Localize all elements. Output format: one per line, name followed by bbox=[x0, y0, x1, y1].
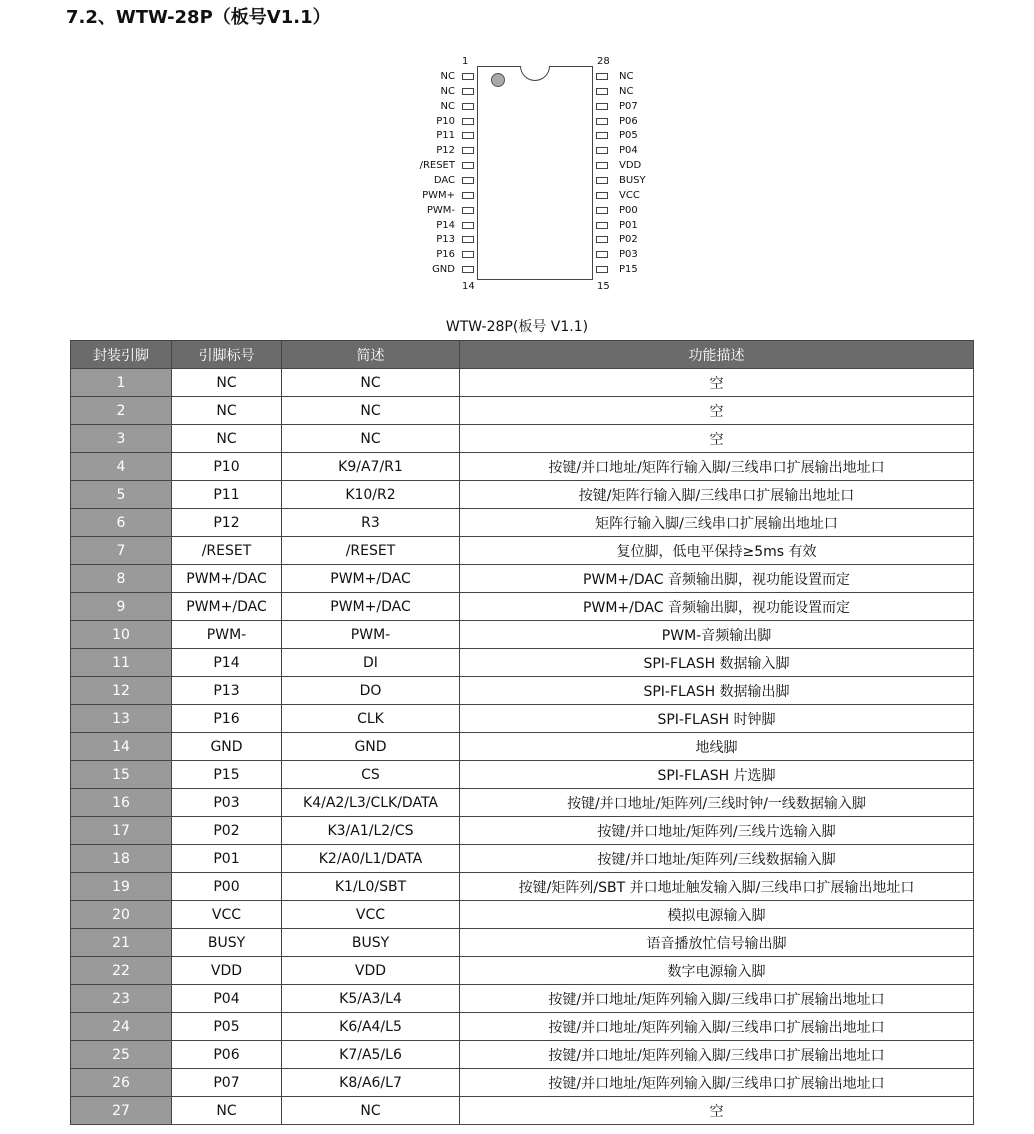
left-pin-label: /RESET bbox=[419, 160, 455, 172]
cell-pin-label: P11 bbox=[172, 481, 282, 509]
cell-brief: CLK bbox=[282, 705, 460, 733]
cell-function: 按键/并口地址/矩阵列输入脚/三线串口扩展输出地址口 bbox=[460, 985, 974, 1013]
table-row bbox=[71, 481, 974, 509]
right-pin-stub bbox=[596, 118, 608, 125]
cell-brief: VCC bbox=[282, 901, 460, 929]
right-pin-stub bbox=[596, 251, 608, 258]
cell-package-pin: 24 bbox=[71, 1013, 172, 1041]
header-brief: 简述 bbox=[282, 341, 460, 369]
cell-pin-label: P04 bbox=[172, 985, 282, 1013]
cell-brief: NC bbox=[282, 369, 460, 397]
cell-function: 按键/并口地址/矩阵列输入脚/三线串口扩展输出地址口 bbox=[460, 1013, 974, 1041]
cell-function: PWM+/DAC 音频输出脚，视功能设置而定 bbox=[460, 593, 974, 621]
cell-package-pin: 9 bbox=[71, 593, 172, 621]
cell-brief: K3/A1/L2/CS bbox=[282, 817, 460, 845]
table-row bbox=[71, 369, 974, 397]
cell-pin-label: P12 bbox=[172, 509, 282, 537]
table-row bbox=[71, 733, 974, 761]
left-pin-label: P11 bbox=[436, 130, 455, 142]
cell-function: SPI-FLASH 时钟脚 bbox=[460, 705, 974, 733]
cell-pin-label: NC bbox=[172, 397, 282, 425]
cell-pin-label: GND bbox=[172, 733, 282, 761]
cell-function: SPI-FLASH 片选脚 bbox=[460, 761, 974, 789]
cell-package-pin: 18 bbox=[71, 845, 172, 873]
cell-package-pin: 3 bbox=[71, 425, 172, 453]
cell-pin-label: P00 bbox=[172, 873, 282, 901]
right-pin-stub bbox=[596, 162, 608, 169]
cell-pin-label: PWM+/DAC bbox=[172, 593, 282, 621]
pin-number-28: 28 bbox=[597, 56, 610, 67]
cell-package-pin: 26 bbox=[71, 1069, 172, 1097]
cell-package-pin: 25 bbox=[71, 1041, 172, 1069]
chip-body bbox=[477, 66, 593, 280]
cell-pin-label: NC bbox=[172, 1097, 282, 1125]
right-pin-label: P00 bbox=[619, 204, 638, 216]
cell-function: 空 bbox=[460, 425, 974, 453]
left-pin-stub bbox=[462, 251, 474, 258]
right-pin-label: P02 bbox=[619, 234, 638, 246]
cell-function: 按键/并口地址/矩阵列输入脚/三线串口扩展输出地址口 bbox=[460, 1069, 974, 1097]
right-pin-stub bbox=[596, 177, 608, 184]
left-pin-stub bbox=[462, 222, 474, 229]
table-row bbox=[71, 929, 974, 957]
right-pin-label: P04 bbox=[619, 145, 638, 157]
cell-function: 矩阵行输入脚/三线串口扩展输出地址口 bbox=[460, 509, 974, 537]
cell-function: 地线脚 bbox=[460, 733, 974, 761]
cell-package-pin: 27 bbox=[71, 1097, 172, 1125]
right-pin-stub bbox=[596, 236, 608, 243]
table-row bbox=[71, 817, 974, 845]
cell-package-pin: 20 bbox=[71, 901, 172, 929]
pin-function-table bbox=[70, 340, 974, 1125]
cell-function: 复位脚，低电平保持≥5ms 有效 bbox=[460, 537, 974, 565]
cell-function: SPI-FLASH 数据输出脚 bbox=[460, 677, 974, 705]
right-pin-stub bbox=[596, 73, 608, 80]
cell-pin-label: NC bbox=[172, 425, 282, 453]
cell-package-pin: 14 bbox=[71, 733, 172, 761]
pin1-marker-dot bbox=[491, 73, 505, 87]
pin-number-15: 15 bbox=[597, 281, 610, 292]
cell-function: 按键/并口地址/矩阵列/三线时钟/一线数据输入脚 bbox=[460, 789, 974, 817]
cell-function: 模拟电源输入脚 bbox=[460, 901, 974, 929]
cell-package-pin: 8 bbox=[71, 565, 172, 593]
left-pin-stub bbox=[462, 73, 474, 80]
left-pin-label: NC bbox=[440, 71, 455, 82]
cell-function: 按键/并口地址/矩阵列/三线数据输入脚 bbox=[460, 845, 974, 873]
cell-package-pin: 13 bbox=[71, 705, 172, 733]
cell-pin-label: P15 bbox=[172, 761, 282, 789]
table-row bbox=[71, 621, 974, 649]
table-row bbox=[71, 453, 974, 481]
cell-function: 按键/矩阵列/SBT 并口地址触发输入脚/三线串口扩展输出地址口 bbox=[460, 873, 974, 901]
cell-pin-label: P07 bbox=[172, 1069, 282, 1097]
right-pin-stub bbox=[596, 88, 608, 95]
cell-package-pin: 23 bbox=[71, 985, 172, 1013]
cell-package-pin: 7 bbox=[71, 537, 172, 565]
cell-package-pin: 10 bbox=[71, 621, 172, 649]
cell-brief: NC bbox=[282, 1097, 460, 1125]
header-package-pin: 封装引脚 bbox=[71, 341, 172, 369]
cell-brief: VDD bbox=[282, 957, 460, 985]
right-pin-stub bbox=[596, 103, 608, 110]
left-pin-stub bbox=[462, 266, 474, 273]
cell-brief: K5/A3/L4 bbox=[282, 985, 460, 1013]
cell-package-pin: 5 bbox=[71, 481, 172, 509]
table-row bbox=[71, 677, 974, 705]
left-pin-stub bbox=[462, 236, 474, 243]
cell-brief: PWM+/DAC bbox=[282, 593, 460, 621]
right-pin-label: P15 bbox=[619, 264, 638, 276]
right-pin-label: NC bbox=[619, 85, 634, 97]
cell-brief: DI bbox=[282, 649, 460, 677]
cell-pin-label: P14 bbox=[172, 649, 282, 677]
right-pin-label: BUSY bbox=[619, 174, 646, 186]
cell-brief: GND bbox=[282, 733, 460, 761]
cell-brief: DO bbox=[282, 677, 460, 705]
table-row bbox=[71, 565, 974, 593]
right-pin-label: P06 bbox=[619, 115, 638, 127]
cell-function: 按键/并口地址/矩阵行输入脚/三线串口扩展输出地址口 bbox=[460, 453, 974, 481]
cell-package-pin: 16 bbox=[71, 789, 172, 817]
right-pin-label: P05 bbox=[619, 130, 638, 142]
pin-number-1: 1 bbox=[462, 56, 469, 67]
cell-pin-label: /RESET bbox=[172, 537, 282, 565]
cell-brief: /RESET bbox=[282, 537, 460, 565]
cell-function: 按键/矩阵行输入脚/三线串口扩展输出地址口 bbox=[460, 481, 974, 509]
left-pin-label: P13 bbox=[436, 234, 455, 246]
cell-function: 数字电源输入脚 bbox=[460, 957, 974, 985]
cell-pin-label: P16 bbox=[172, 705, 282, 733]
cell-package-pin: 2 bbox=[71, 397, 172, 425]
cell-function: 语音播放忙信号输出脚 bbox=[460, 929, 974, 957]
cell-package-pin: 19 bbox=[71, 873, 172, 901]
cell-brief: K1/L0/SBT bbox=[282, 873, 460, 901]
cell-pin-label: P10 bbox=[172, 453, 282, 481]
cell-function: PWM+/DAC 音频输出脚，视功能设置而定 bbox=[460, 565, 974, 593]
cell-brief: NC bbox=[282, 397, 460, 425]
table-row bbox=[71, 1041, 974, 1069]
table-row bbox=[71, 845, 974, 873]
cell-pin-label: P02 bbox=[172, 817, 282, 845]
left-pin-label: P10 bbox=[436, 115, 455, 127]
header-pin-label: 引脚标号 bbox=[172, 341, 282, 369]
cell-package-pin: 1 bbox=[71, 369, 172, 397]
header-function: 功能描述 bbox=[460, 341, 974, 369]
left-pin-stub bbox=[462, 192, 474, 199]
left-pin-label: P14 bbox=[436, 219, 455, 231]
pin-number-14: 14 bbox=[462, 281, 475, 292]
left-pin-stub bbox=[462, 162, 474, 169]
table-row bbox=[71, 509, 974, 537]
left-pin-stub bbox=[462, 177, 474, 184]
table-row bbox=[71, 957, 974, 985]
right-pin-stub bbox=[596, 147, 608, 154]
table-row bbox=[71, 649, 974, 677]
cell-package-pin: 11 bbox=[71, 649, 172, 677]
cell-brief: PWM+/DAC bbox=[282, 565, 460, 593]
cell-pin-label: P03 bbox=[172, 789, 282, 817]
table-row bbox=[71, 985, 974, 1013]
cell-package-pin: 12 bbox=[71, 677, 172, 705]
cell-function: 按键/并口地址/矩阵列/三线片选输入脚 bbox=[460, 817, 974, 845]
cell-package-pin: 4 bbox=[71, 453, 172, 481]
cell-brief: K9/A7/R1 bbox=[282, 453, 460, 481]
cell-pin-label: VCC bbox=[172, 901, 282, 929]
left-pin-stub bbox=[462, 147, 474, 154]
right-pin-stub bbox=[596, 192, 608, 199]
table-row bbox=[71, 425, 974, 453]
cell-package-pin: 22 bbox=[71, 957, 172, 985]
left-pin-label: PWM- bbox=[426, 204, 455, 216]
right-pin-label: P01 bbox=[619, 219, 638, 231]
table-row bbox=[71, 901, 974, 929]
cell-pin-label: P06 bbox=[172, 1041, 282, 1069]
table-row bbox=[71, 705, 974, 733]
right-pin-stub bbox=[596, 222, 608, 229]
cell-package-pin: 17 bbox=[71, 817, 172, 845]
left-pin-label: NC bbox=[440, 100, 455, 112]
cell-pin-label: VDD bbox=[172, 957, 282, 985]
cell-function: 空 bbox=[460, 397, 974, 425]
cell-brief: PWM- bbox=[282, 621, 460, 649]
table-row bbox=[71, 1013, 974, 1041]
left-pin-label: NC bbox=[440, 85, 455, 97]
right-pin-label: NC bbox=[619, 71, 634, 82]
left-pin-label: GND bbox=[432, 264, 455, 276]
left-pin-label: P12 bbox=[436, 145, 455, 157]
table-row bbox=[71, 537, 974, 565]
left-pin-stub bbox=[462, 132, 474, 139]
cell-pin-label: PWM- bbox=[172, 621, 282, 649]
cell-brief: K10/R2 bbox=[282, 481, 460, 509]
cell-brief: K4/A2/L3/CLK/DATA bbox=[282, 789, 460, 817]
cell-function: SPI-FLASH 数据输入脚 bbox=[460, 649, 974, 677]
right-pin-label: VCC bbox=[619, 189, 640, 201]
cell-pin-label: P13 bbox=[172, 677, 282, 705]
left-pin-stub bbox=[462, 118, 474, 125]
cell-brief: K7/A5/L6 bbox=[282, 1041, 460, 1069]
cell-package-pin: 15 bbox=[71, 761, 172, 789]
cell-brief: CS bbox=[282, 761, 460, 789]
cell-pin-label: NC bbox=[172, 369, 282, 397]
cell-brief: K6/A4/L5 bbox=[282, 1013, 460, 1041]
cell-pin-label: P01 bbox=[172, 845, 282, 873]
table-row bbox=[71, 873, 974, 901]
right-pin-stub bbox=[596, 207, 608, 214]
cell-function: 空 bbox=[460, 369, 974, 397]
cell-function: PWM-音频输出脚 bbox=[460, 621, 974, 649]
cell-function: 空 bbox=[460, 1097, 974, 1125]
table-row bbox=[71, 593, 974, 621]
table-row bbox=[71, 1097, 974, 1125]
cell-pin-label: P05 bbox=[172, 1013, 282, 1041]
left-pin-stub bbox=[462, 207, 474, 214]
cell-brief: K8/A6/L7 bbox=[282, 1069, 460, 1097]
cell-function: 按键/并口地址/矩阵列输入脚/三线串口扩展输出地址口 bbox=[460, 1041, 974, 1069]
left-pin-stub bbox=[462, 88, 474, 95]
cell-brief: K2/A0/L1/DATA bbox=[282, 845, 460, 873]
cell-brief: BUSY bbox=[282, 929, 460, 957]
right-pin-label: P03 bbox=[619, 249, 638, 261]
table-row bbox=[71, 397, 974, 425]
right-pin-label: VDD bbox=[619, 160, 642, 172]
cell-brief: R3 bbox=[282, 509, 460, 537]
table-header-row bbox=[71, 341, 974, 369]
right-pin-stub bbox=[596, 132, 608, 139]
cell-brief: NC bbox=[282, 425, 460, 453]
table-row bbox=[71, 1069, 974, 1097]
right-pin-label: P07 bbox=[619, 100, 638, 112]
left-pin-label: P16 bbox=[436, 249, 455, 261]
table-row bbox=[71, 761, 974, 789]
cell-pin-label: BUSY bbox=[172, 929, 282, 957]
table-row bbox=[71, 789, 974, 817]
right-pin-stub bbox=[596, 266, 608, 273]
cell-package-pin: 21 bbox=[71, 929, 172, 957]
cell-pin-label: PWM+/DAC bbox=[172, 565, 282, 593]
left-pin-label: PWM+ bbox=[422, 189, 455, 201]
diagram-caption: WTW-28P(板号 V1.1) bbox=[445, 319, 589, 335]
cell-package-pin: 6 bbox=[71, 509, 172, 537]
section-heading: 7.2、WTW-28P（板号V1.1） bbox=[66, 7, 331, 28]
left-pin-label: DAC bbox=[433, 174, 455, 186]
chip-pinout-diagram bbox=[0, 0, 1034, 300]
left-pin-stub bbox=[462, 103, 474, 110]
